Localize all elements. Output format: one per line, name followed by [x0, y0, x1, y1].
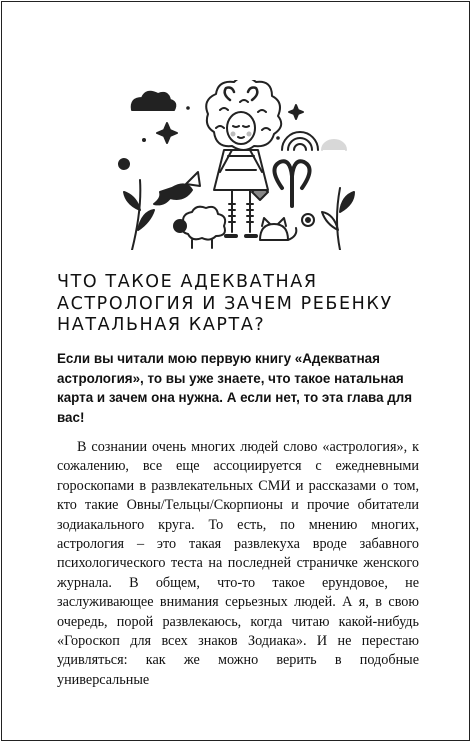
body-paragraph: В сознании очень многих людей слово «астрология», к сожалению, все еще ассоциируется с ежедневными гороскопами в развлекательных СМИ и рассказами о том, кто такие Овны/Тельцы/Скорпионы и прочие обитатели зодиакального круга. То есть, по мнению многих, астрология – это такая развлекуха вроде забавного психологического теста на последней страничке женского журнала. В общем, что-то такое ерундовое, не заслуживающее внимания серьезных людей. А я, в свою очередь, порой развлекаюсь, когда читаю какой-нибудь «Гороскоп для всех знаков Зодиака». И не перестаю удивляться: как же можно верить в подобные универсальные	[57, 439, 419, 688]
cat-icon	[260, 218, 296, 240]
book-page	[1, 1, 470, 741]
cloud-icon	[132, 92, 176, 110]
aries-symbol-icon	[274, 161, 309, 206]
aries-girl-illustration	[102, 80, 362, 250]
rainbow-icon	[282, 132, 346, 150]
bird-icon	[154, 172, 200, 204]
chapter-lead: Если вы читали мою первую книгу «Адекватная астрология», то вы уже знаете, что такое натальная карта и зачем она нужна. А если нет, то эта глава для вас!	[57, 351, 413, 425]
sheep-icon	[174, 207, 225, 248]
chapter-title: ЧТО ТАКОЕ АДЕКВАТНАЯ АСТРОЛОГИЯ И ЗАЧЕМ РЕБЕНКУ НАТАЛЬНАЯ КАРТА?	[57, 272, 393, 335]
